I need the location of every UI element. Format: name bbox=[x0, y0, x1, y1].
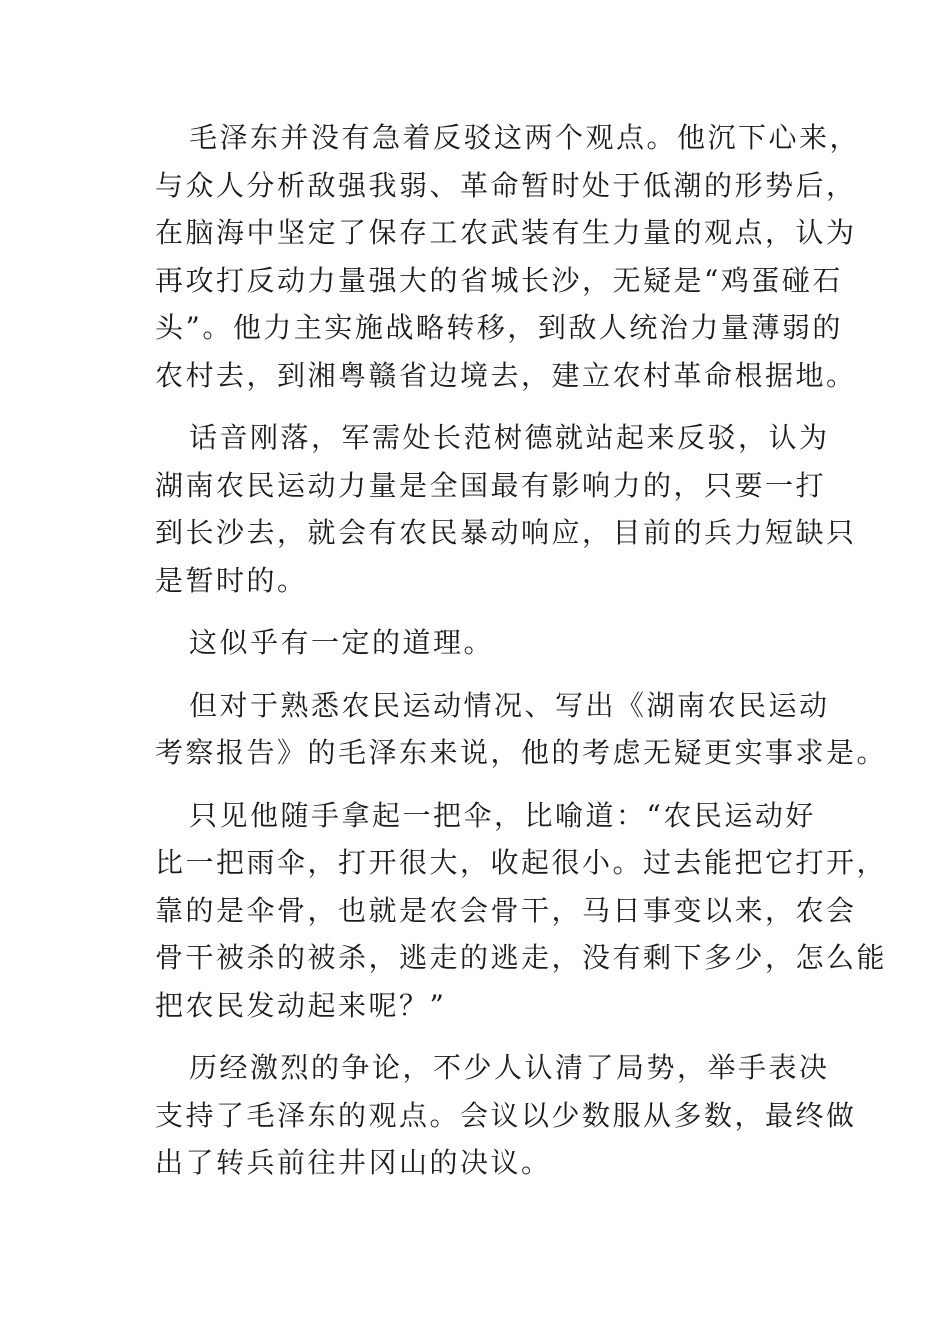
paragraph-3 bbox=[155, 619, 810, 667]
paragraph-5 bbox=[155, 792, 888, 1030]
document-body bbox=[155, 114, 888, 1202]
text-line: 这似乎有一定的道理。 bbox=[189, 626, 495, 659]
paragraph-6 bbox=[155, 1044, 857, 1187]
text-line: 支持了毛泽东的观点。会议以少数服从多数，最终做 bbox=[155, 1098, 857, 1132]
text-line: 毛泽东并没有急着反驳这两个观点。他沉下心来， bbox=[189, 121, 861, 154]
text-line: 是暂时的。 bbox=[155, 563, 308, 597]
text-line: 但对于熟悉农民运动情况、写出《湖南农民运动 bbox=[189, 688, 830, 722]
text-line: 靠的是伞骨，也就是农会骨干，马日事变以来，农会 bbox=[155, 893, 857, 927]
paragraph-2 bbox=[155, 414, 857, 604]
text-line: 到长沙去，就会有农民暴动响应，目前的兵力短缺只 bbox=[155, 516, 857, 549]
paragraph-4 bbox=[155, 682, 888, 777]
text-line: 只见他随手拿起一把伞，比喻道：“农民运动好 bbox=[189, 798, 816, 832]
text-line: 把农民发动起来呢？” bbox=[155, 988, 447, 1022]
paragraph-1 bbox=[155, 114, 861, 399]
text-line: 比一把雨伞，打开很大，收起很小。过去能把它打开， bbox=[155, 846, 888, 879]
text-line: 湖南农民运动力量是全国最有影响力的，只要一打 bbox=[155, 468, 827, 502]
text-line: 考察报告》的毛泽东来说，他的考虑无疑更实事求是。 bbox=[155, 736, 888, 769]
text-line: 再攻打反动力量强大的省城长沙，无疑是“鸡蛋碰石 bbox=[155, 263, 843, 297]
text-line: 历经激烈的争论，不少人认清了局势，举手表决 bbox=[189, 1051, 830, 1084]
text-line: 农村去，到湘粤赣省边境去，建立农村革命根据地。 bbox=[155, 358, 857, 392]
text-line: 骨干被杀的被杀，逃走的逃走，没有剩下多少，怎么能 bbox=[155, 941, 888, 974]
text-line: 头”。他力主实施战略转移，到敌人统治力量薄弱的 bbox=[155, 311, 843, 344]
text-line: 出了转兵前往井冈山的决议。 bbox=[155, 1146, 552, 1179]
text-line: 在脑海中坚定了保存工农武装有生力量的观点，认为 bbox=[155, 216, 857, 249]
text-line: 话音刚落，军需处长范树德就站起来反驳，认为 bbox=[189, 421, 830, 454]
text-line: 与众人分析敌强我弱、革命暂时处于低潮的形势后， bbox=[155, 168, 857, 202]
